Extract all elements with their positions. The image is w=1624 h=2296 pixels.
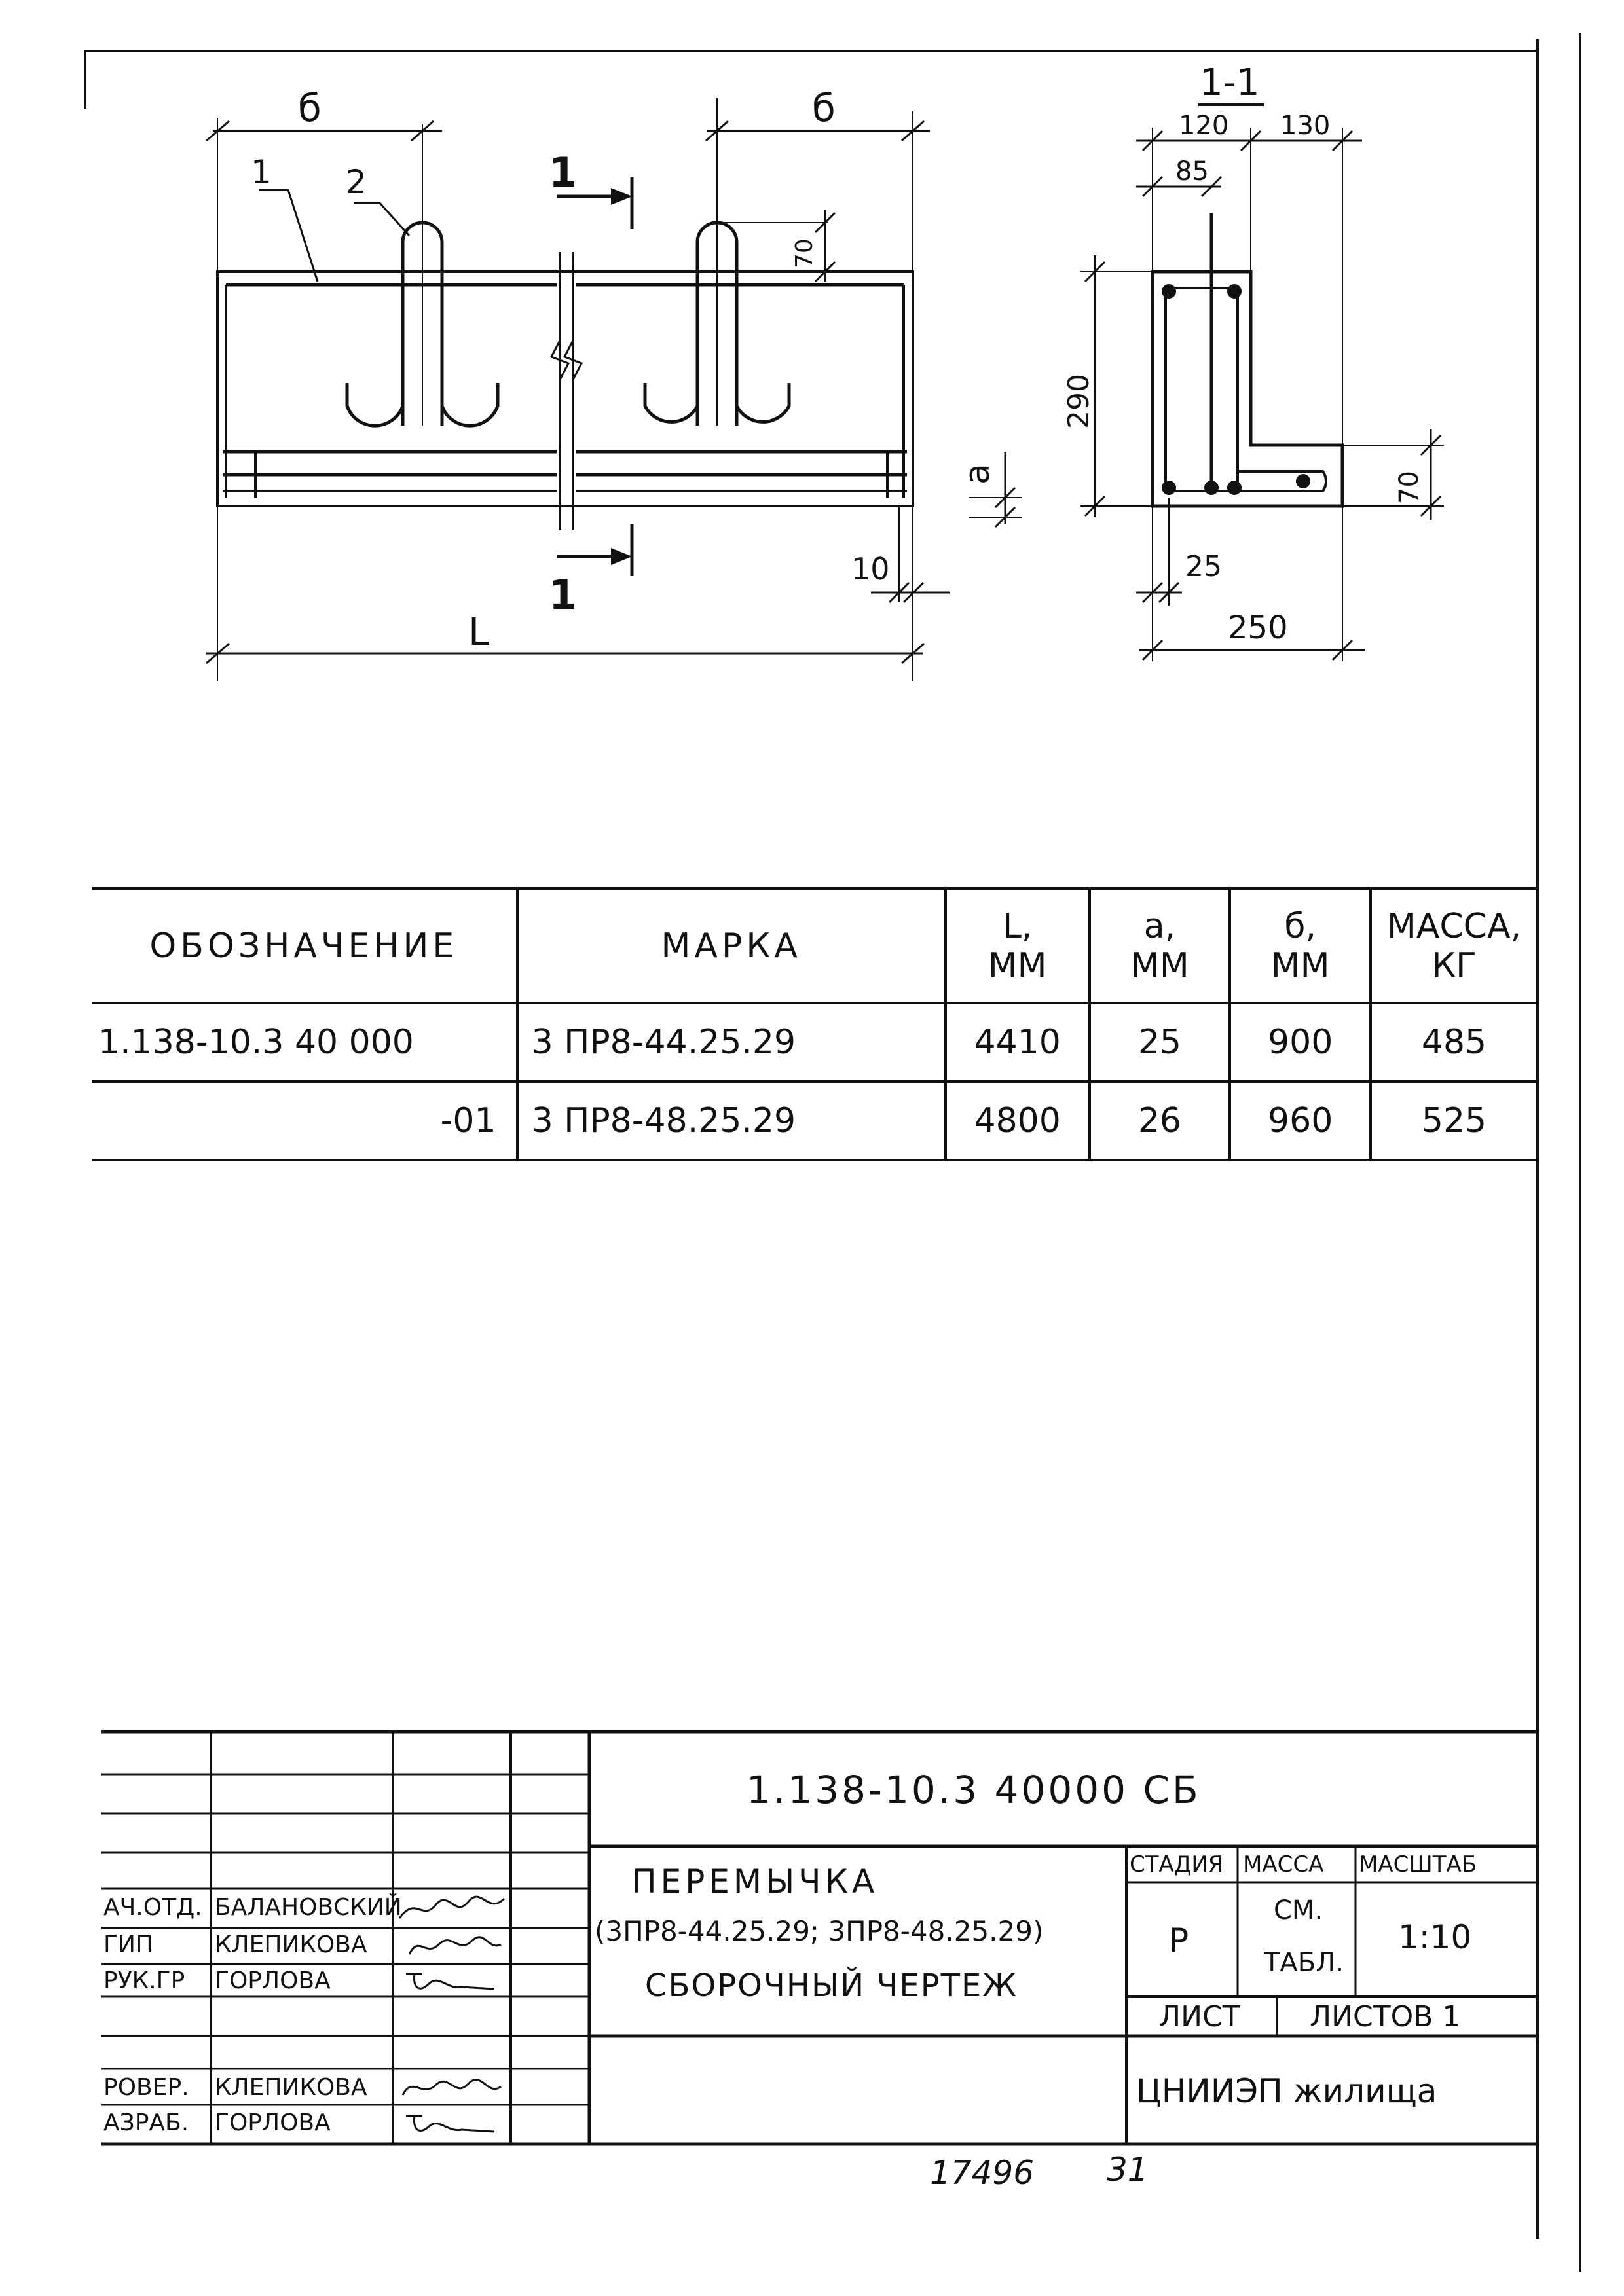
header-length: L, ММ <box>946 888 1090 1003</box>
role-group-leader: РУК.ГР <box>103 1967 185 1994</box>
mass-value-line1: СМ. <box>1274 1895 1323 1925</box>
elevation-delta-left-label: б <box>298 86 322 130</box>
section-dim-85: 85 <box>1175 156 1209 187</box>
name-chief-engineer: КЛЕПИКОВА <box>215 1931 367 1958</box>
cell-delta: 960 <box>1230 1082 1371 1160</box>
stage-label: СТАДИЯ <box>1130 1851 1224 1878</box>
table-row <box>92 1003 1538 1082</box>
cell-designation: -01 <box>92 1082 517 1160</box>
cell-mark: 3 ПР8-48.25.29 <box>517 1082 946 1160</box>
role-chief-engineer: ГИП <box>103 1931 153 1958</box>
section-dim-250: 250 <box>1228 610 1288 646</box>
section-dim-70: 70 <box>1394 471 1424 504</box>
scale-value: 1:10 <box>1398 1918 1472 1956</box>
cell-mark: 3 ПР8-44.25.29 <box>517 1003 946 1082</box>
drawing-name-line1: ПЕРЕМЫЧКА <box>632 1863 879 1901</box>
cell-delta: 900 <box>1230 1003 1371 1082</box>
section-title: 1-1 <box>1200 62 1260 104</box>
document-code: 1.138-10.3 40000 СБ <box>747 1768 1201 1812</box>
header-a: a, ММ <box>1090 888 1230 1003</box>
position-1-label: 1 <box>251 153 272 191</box>
signature-chief-engineer <box>406 1928 504 1964</box>
specification-table <box>92 887 1539 1161</box>
section-dim-130: 130 <box>1280 111 1331 141</box>
signature-head-dept <box>396 1889 507 1928</box>
table-row <box>92 1082 1538 1160</box>
position-2-label: 2 <box>346 163 367 201</box>
stage-value: Р <box>1169 1922 1189 1959</box>
elevation-dim-10: 10 <box>851 551 890 587</box>
section-mark-top: 1 <box>549 149 578 196</box>
drawing-name-line2: (3ПР8-44.25.29; 3ПР8-48.25.29) <box>595 1915 1044 1947</box>
elevation-delta-right-label: б <box>812 86 836 130</box>
role-head-dept: АЧ.ОТД. <box>103 1894 202 1921</box>
header-designation: ОБОЗНАЧЕНИЕ <box>92 888 517 1003</box>
cell-a: 26 <box>1090 1082 1230 1160</box>
signature-checked <box>399 2072 504 2105</box>
elevation-dim-a: a <box>958 464 997 484</box>
section-dim-25: 25 <box>1185 550 1222 583</box>
role-checked: РОВЕР. <box>103 2074 189 2101</box>
sheet-label: ЛИСТ <box>1159 2000 1240 2033</box>
frame-right-edge-line <box>1579 33 1581 2272</box>
elevation-dim-70: 70 <box>791 238 818 268</box>
name-group-leader: ГОРЛОВА <box>215 1967 331 1994</box>
header-delta: б, ММ <box>1230 888 1371 1003</box>
table-header-row <box>92 888 1538 1003</box>
cell-length: 4800 <box>946 1082 1090 1160</box>
section-drawing <box>1048 52 1441 681</box>
elevation-dim-L: L <box>468 610 490 654</box>
mass-label: МАССА <box>1243 1851 1324 1878</box>
inventory-number: 17496 <box>930 2154 1035 2192</box>
section-mark-bottom: 1 <box>549 571 578 619</box>
organization-name: ЦНИИЭП жилища <box>1136 2072 1437 2110</box>
beam-outline <box>217 272 913 506</box>
page-number: 31 <box>1107 2151 1149 2189</box>
elevation-drawing <box>183 85 997 701</box>
section-dim-290: 290 <box>1062 374 1096 429</box>
cell-a: 25 <box>1090 1003 1230 1082</box>
sheets-label: ЛИСТОВ 1 <box>1310 2000 1461 2033</box>
mass-value-line2: ТАБЛ. <box>1264 1948 1344 1978</box>
header-mass: МАССА, КГ <box>1371 888 1538 1003</box>
name-developed: ГОРЛОВА <box>215 2109 331 2136</box>
cell-length: 4410 <box>946 1003 1090 1082</box>
scale-label: МАСШТАБ <box>1359 1851 1477 1878</box>
signature-group-leader <box>403 1964 501 2000</box>
role-developed: АЗРАБ. <box>103 2109 189 2136</box>
header-mark: МАРКА <box>517 888 946 1003</box>
signature-developed <box>403 2108 501 2144</box>
name-checked: КЛЕПИКОВА <box>215 2074 367 2101</box>
cell-mass: 485 <box>1371 1003 1538 1082</box>
frame-left-line <box>84 50 86 109</box>
cell-designation: 1.138-10.3 40 000 <box>92 1003 517 1082</box>
name-head-dept: БАЛАНОВСКИЙ <box>215 1894 402 1921</box>
section-dim-120: 120 <box>1179 111 1229 141</box>
drawing-name-line3: СБОРОЧНЫЙ ЧЕРТЕЖ <box>645 1967 1018 2004</box>
cell-mass: 525 <box>1371 1082 1538 1160</box>
